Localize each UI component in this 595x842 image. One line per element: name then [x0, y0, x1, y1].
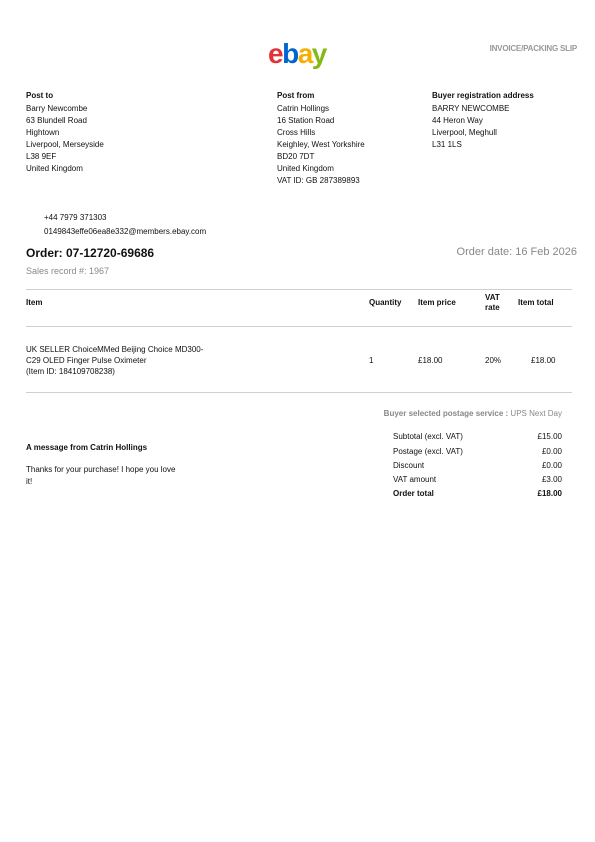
vat-amount-value: £3.00 — [541, 475, 562, 484]
buyer-registration-line: 44 Heron Way — [432, 116, 483, 125]
buyer-registration-heading: Buyer registration address — [432, 91, 534, 100]
post-from-vat-id: VAT ID: GB 287389893 — [277, 176, 360, 185]
buyer-registration-line: BARRY NEWCOMBE — [432, 104, 510, 113]
item-description: C29 OLED Finger Pulse Oximeter — [26, 356, 147, 365]
item-vat-rate: 20% — [485, 356, 502, 365]
vat-rate-header-line: rate — [485, 303, 500, 312]
table-bottom-rule — [26, 392, 572, 393]
post-from-block — [277, 90, 365, 187]
column-header-item: Item — [26, 298, 43, 307]
post-to-line: United Kingdom — [26, 164, 83, 173]
order-total-label: Order total — [393, 489, 434, 498]
post-to-block — [26, 90, 104, 175]
subtotal-value: £15.00 — [537, 432, 562, 441]
buyer-registration-block — [432, 90, 534, 151]
item-quantity: 1 — [369, 356, 374, 365]
seller-message-body: Thanks for your purchase! I hope you love it! — [26, 465, 176, 486]
post-to-heading: Post to — [26, 91, 54, 100]
discount-label: Discount — [393, 461, 425, 470]
ebay-logo — [268, 40, 326, 68]
post-from-line: United Kingdom — [277, 164, 334, 173]
item-id: (Item ID: 184109708238) — [26, 367, 115, 376]
postage-service-value: UPS Next Day — [510, 409, 562, 418]
buyer-phone: +44 7979 371303 — [44, 213, 107, 222]
column-header-vat-rate — [485, 293, 500, 313]
post-to-line: Barry Newcombe — [26, 104, 88, 113]
post-from-line: Keighley, West Yorkshire — [277, 140, 365, 149]
table-row-item — [26, 344, 266, 377]
column-header-item-total: Item total — [518, 298, 554, 307]
table-header-rule — [26, 326, 572, 327]
buyer-email: 0149843effe06ea8e332@members.ebay.com — [44, 227, 207, 236]
item-price: £18.00 — [418, 356, 443, 365]
post-from-line: 16 Station Road — [277, 116, 335, 125]
buyer-registration-line: Liverpool, Meghull — [432, 128, 497, 137]
post-to-line: 63 Blundell Road — [26, 116, 87, 125]
post-from-line: Cross Hills — [277, 128, 316, 137]
postage-service-label: Buyer selected postage service : — [383, 409, 509, 418]
post-to-line: L38 9EF — [26, 152, 57, 161]
table-top-rule — [26, 289, 572, 290]
logo-letter-e: e — [268, 38, 283, 69]
post-from-line: Catrin Hollings — [277, 104, 330, 113]
vat-rate-header-line: VAT — [485, 293, 500, 302]
discount-value: £0.00 — [541, 461, 562, 470]
buyer-contact — [44, 211, 206, 239]
subtotal-label: Subtotal (excl. VAT) — [393, 432, 463, 441]
post-to-line: Liverpool, Merseyside — [26, 140, 104, 149]
logo-letter-b: b — [282, 38, 298, 69]
post-from-line: BD20 7DT — [277, 152, 315, 161]
postage-value: £0.00 — [541, 447, 562, 456]
column-header-quantity: Quantity — [369, 298, 402, 307]
order-total-value: £18.00 — [537, 489, 562, 498]
item-description: UK SELLER ChoiceMMed Beijing Choice MD300- — [26, 345, 204, 354]
post-to-line: Hightown — [26, 128, 60, 137]
item-total: £18.00 — [531, 356, 556, 365]
order-date: Order date: 16 Feb 2026 — [456, 246, 577, 258]
logo-letter-y: y — [311, 38, 326, 69]
postage-label: Postage (excl. VAT) — [393, 447, 463, 456]
post-from-heading: Post from — [277, 91, 315, 100]
postage-service — [384, 409, 562, 418]
sales-record: Sales record #: 1967 — [26, 266, 110, 276]
document-type: INVOICE/PACKING SLIP — [489, 44, 577, 53]
seller-message-title: A message from Catrin Hollings — [26, 443, 148, 452]
order-number: Order: 07-12720-69686 — [26, 246, 155, 260]
column-header-item-price: Item price — [418, 298, 456, 307]
buyer-registration-line: L31 1LS — [432, 140, 462, 149]
vat-amount-label: VAT amount — [393, 475, 437, 484]
logo-letter-a: a — [297, 38, 312, 69]
